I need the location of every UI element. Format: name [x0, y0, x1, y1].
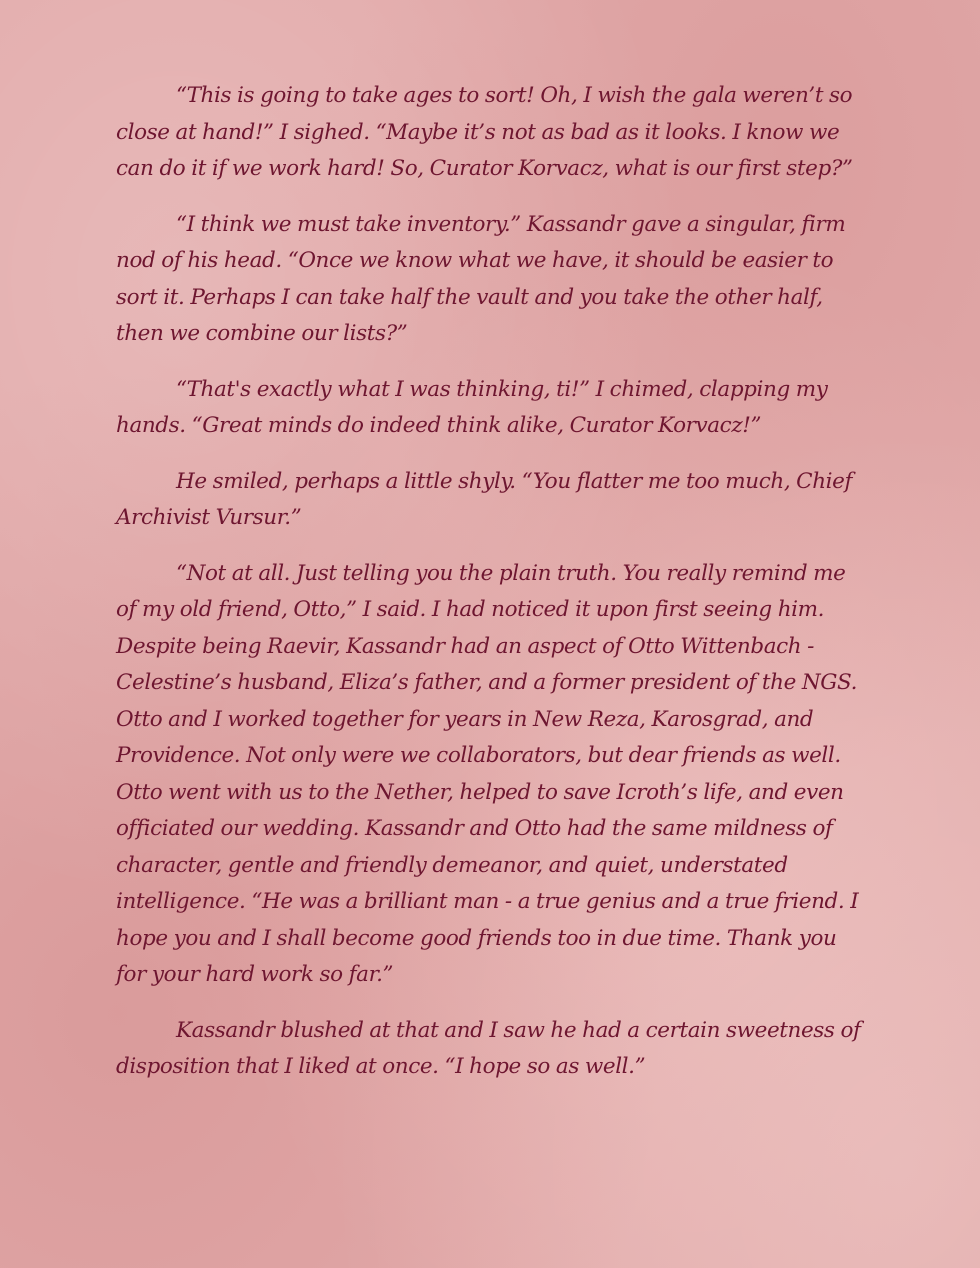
paragraph-5: “Not at all. Just telling you the plain truth. You really remind me of my old friend, Otto,” I said. I had noticed it upon first seeing him. Despite being Raevir, Kassandr had an aspect of Otto Wittenbach - Celestine’s husband, Eliza’s father, and a former president of the NGS. Otto and I worked together for years in New Reza, Karosgrad, and Providence. Not only were we collaborators, but dear friends as well. Otto went with us to the Nether, helped to save Icroth’s life, and even officiated our wedding. Kassandr and Otto had the same mildness of character, gentle and friendly demeanor, and quiet, understated intelligence. “He was a brilliant man - a true genius and a true friend. I hope you and I shall become good friends too in due time. Thank you for your hard work so far.” [116, 560, 859, 987]
paragraph-4: He smiled, perhaps a little shyly. “You flatter me too much, Chief Archivist Vursur.” [116, 468, 853, 530]
paragraph-2: “I think we must take inventory.” Kassandr gave a singular, firm nod of his head. “Once we know what we have, it should be easier to sort it. Perhaps I can take half the vault and you take the other half, then we combine our lists?” [116, 211, 846, 346]
paragraph-3: “That's exactly what I was thinking, ti!” I chimed, clapping my hands. “Great minds do indeed think alike, Curator Korvacz!” [116, 376, 828, 438]
page-text-column [116, 78, 870, 1105]
paragraph-6: Kassandr blushed at that and I saw he had a certain sweetness of disposition that I liked at once. “I hope so as well.” [116, 1017, 861, 1079]
paragraph-1: “This is going to take ages to sort! Oh, I wish the gala weren’t so close at hand!” I sighed. “Maybe it’s not as bad as it looks. I know we can do it if we work hard! So, Curator Korvacz, what is our first step?” [116, 83, 853, 181]
